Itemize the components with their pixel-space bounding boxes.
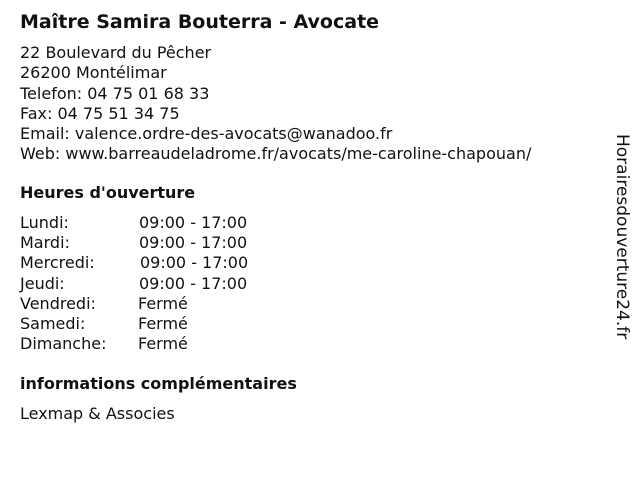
hours-value: 09:00 - 17:00 xyxy=(139,233,248,253)
day-label: Mercredi: xyxy=(20,253,95,273)
fax-number: Fax: 04 75 51 34 75 xyxy=(20,103,180,123)
contact-block xyxy=(20,43,531,165)
hours-row-dimanche xyxy=(20,334,340,354)
address-street: 22 Boulevard du Pêcher xyxy=(20,43,212,62)
phone-number: Telefon: 04 75 01 68 33 xyxy=(20,83,210,103)
day-label: Samedi: xyxy=(20,313,86,333)
day-label: Jeudi: xyxy=(20,273,65,293)
opening-hours-list xyxy=(20,213,340,354)
hours-row-vendredi xyxy=(20,294,340,314)
hours-value: Fermé xyxy=(138,293,188,313)
email-address: Email: valence.ordre-des-avocats@wanadoo.fr xyxy=(20,124,393,144)
day-label: Dimanche: xyxy=(20,334,107,354)
opening-hours-heading: Heures d'ouverture xyxy=(20,183,196,202)
hours-row-mardi xyxy=(20,233,340,253)
hours-value: Fermé xyxy=(138,334,188,354)
hours-row-jeudi xyxy=(20,274,340,294)
hours-row-mercredi xyxy=(20,253,340,273)
day-label: Lundi: xyxy=(20,213,69,232)
hours-value: 09:00 - 17:00 xyxy=(140,253,249,273)
additional-info-text: Lexmap & Associes xyxy=(20,404,175,423)
additional-info-heading: informations complémentaires xyxy=(20,374,297,393)
day-label: Vendredi: xyxy=(20,293,96,313)
day-label: Mardi: xyxy=(20,233,70,253)
hours-value: Fermé xyxy=(138,313,188,333)
hours-value: 09:00 - 17:00 xyxy=(139,213,248,232)
hours-row-lundi xyxy=(20,213,340,233)
hours-row-samedi xyxy=(20,314,340,334)
website-url: Web: www.barreaudeladrome.fr/avocats/me-caroline-chapouan/ xyxy=(20,144,532,164)
address-city: 26200 Montélimar xyxy=(20,63,167,83)
listing-title: Maître Samira Bouterra - Avocate xyxy=(20,11,380,33)
hours-value: 09:00 - 17:00 xyxy=(139,273,248,293)
site-watermark: Horairesdouverture24.fr xyxy=(612,134,632,340)
